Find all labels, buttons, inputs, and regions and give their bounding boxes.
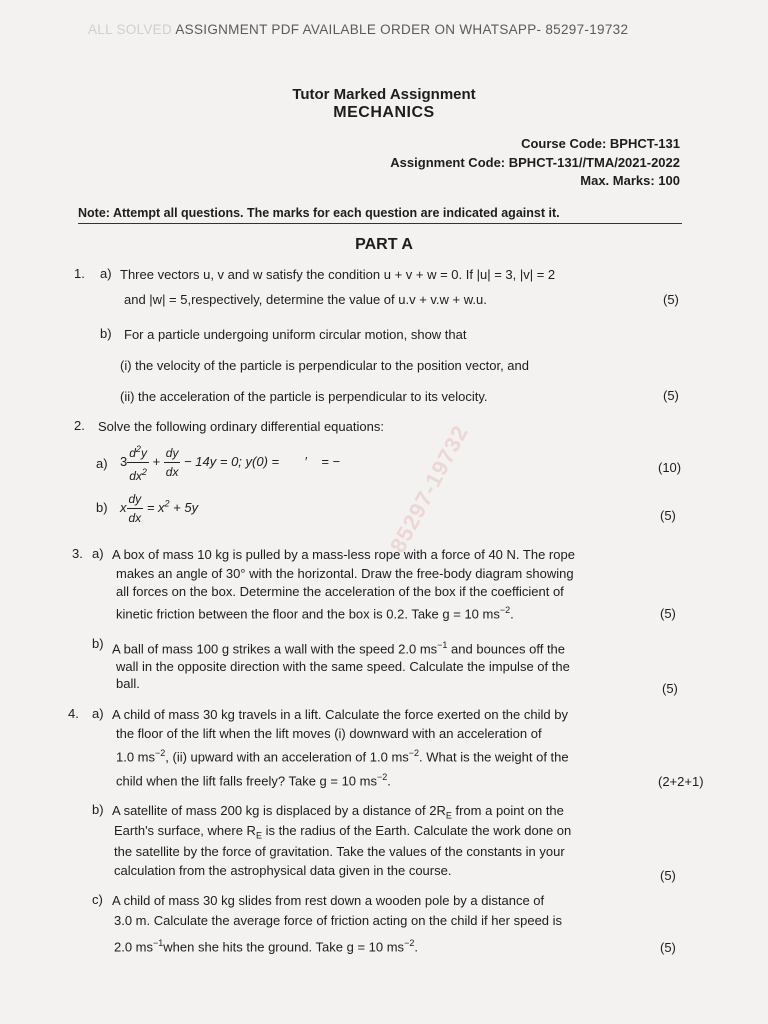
q2a-label: a): [96, 456, 108, 471]
q3a-line4-text: kinetic friction between the floor and the box is 0.2. Take g = 10 ms: [116, 606, 500, 622]
q4a-marks: (2+2+1): [658, 774, 704, 789]
q3a-marks: (5): [660, 606, 676, 621]
q4c-line3b: when she hits the ground. Take g = 10 ms: [163, 939, 405, 955]
q4a-line3c: . What is the weight of the: [419, 749, 569, 765]
q1a-line1: Three vectors u, v and w satisfy the condition u + v + w = 0. If |u| = 3, |v| = 2: [120, 267, 556, 282]
course-code: Course Code: BPHCT-131: [521, 136, 680, 151]
q1-number: 1.: [74, 266, 85, 281]
q4b-line1-end: from a point on the: [451, 803, 564, 818]
q3b-label: b): [92, 636, 104, 651]
q4b-line2: Earth's surface, where $R_E$ is the radius of the Earth. Calculate the work done on: [114, 823, 572, 841]
q3b-line1-end: and bounces off the: [447, 641, 566, 657]
q4c-label: c): [92, 892, 103, 907]
q2b-label: b): [96, 500, 108, 515]
q2a-equation: 3 $\frac{d^2y}{dx^2}$ + $\frac{dy}{dx}$ − 14y = 0; y(0) = ′ = −: [120, 440, 340, 485]
banner-text: ASSIGNMENT PDF AVAILABLE ORDER ON WHATSAPP- 85297-19732: [175, 22, 629, 37]
q3-number: 3.: [72, 546, 83, 561]
instructions-note: Note: Attempt all questions. The marks for each question are indicated against it.: [78, 206, 682, 224]
q3b-marks: (5): [662, 681, 678, 696]
q1a-marks: (5): [663, 292, 679, 307]
part-heading: PART A: [355, 236, 413, 253]
q4a-line1: A child of mass 30 kg travels in a lift. Calculate the force exerted on the child by: [112, 707, 568, 722]
q4b-label: b): [92, 802, 104, 817]
q1b-label: b): [100, 326, 112, 341]
q4c-line3a: 2.0 ms: [114, 939, 154, 955]
q4c-line3: 2.0 $ms^{-1}when$ she hits the ground. Take g = 10 $ms^{-2}$.: [114, 938, 418, 955]
q4a-line4: child when the lift falls freely? Take g = 10 $ms^{-2}$.: [116, 772, 391, 789]
whatsapp-banner: [88, 22, 728, 37]
q1b-part-i: (i) the velocity of the particle is perpendicular to the position vector, and: [120, 358, 529, 373]
q4c-marks: (5): [660, 940, 676, 955]
q3b-line2: wall in the opposite direction with the same speed. Calculate the impulse of the: [116, 659, 570, 674]
q4b-line1: A satellite of mass 200 kg is displaced by a distance of $2R_E$ from a point on the: [112, 803, 564, 821]
q4a-line3b: , (ii) upward with an acceleration of 1.0 ms: [165, 749, 409, 765]
q4a-line4-text: child when the lift falls freely? Take g = 10 ms: [116, 773, 377, 789]
q3a-line4: kinetic friction between the floor and the box is 0.2. Take g = 10 $ms^{-2}$.: [116, 605, 514, 622]
q2a-marks: (10): [658, 460, 682, 475]
q4-number: 4.: [68, 706, 79, 721]
q3a-label: a): [92, 546, 104, 561]
q3a-line3: all forces on the box. Determine the acceleration of the box if the coefficient of: [116, 584, 564, 599]
subject-title: MECHANICS: [333, 104, 435, 121]
q4a-line2: the floor of the lift when the lift moves (i) downward with an acceleration of: [116, 726, 542, 741]
q1a-label: a): [100, 266, 112, 281]
q1b-part-ii: (ii) the acceleration of the particle is perpendicular to its velocity.: [120, 389, 488, 404]
q3b-line3: ball.: [116, 676, 140, 691]
q1b-line1: For a particle undergoing uniform circular motion, show that: [124, 327, 467, 342]
banner-faded-text: ALL SOLVED: [88, 22, 173, 37]
q4a-line3: 1.0 $ms^{-2}$, (ii) upward with an acceleration of 1.0 $ms^{-2}$. What is the weight of the: [116, 748, 569, 765]
q2-number: 2.: [74, 418, 85, 433]
q4a-label: a): [92, 706, 104, 721]
diagonal-watermark: 85297-19732: [385, 420, 474, 557]
q4c-line1: A child of mass 30 kg slides from rest down a wooden pole by a distance of: [112, 893, 545, 908]
q1a-line2: and |w| = 5,respectively, determine the value of u.v + v.w + w.u.: [124, 292, 487, 307]
q4a-line3a: 1.0 ms: [116, 749, 156, 765]
assignment-code: Assignment Code: BPHCT-131//TMA/2021-2022: [390, 155, 680, 170]
q4b-line4: calculation from the astrophysical data given in the course.: [114, 863, 452, 878]
q2b-equation: x $\frac{dy}{dx}$ = $x^2 + 5y$: [120, 492, 199, 525]
q3a-line1: A box of mass 10 kg is pulled by a mass-less rope with a force of 40 N. The rope: [112, 547, 575, 562]
q3b-line1: A ball of mass 100 g strikes a wall with the speed 2.0 $ms^{-1}$ and bounces off the: [112, 640, 566, 657]
q1b-marks: (5): [663, 388, 679, 403]
q2-text: Solve the following ordinary differential equations:: [98, 419, 384, 434]
q4b-line1-text: A satellite of mass 200 kg is displaced by a distance of 2R: [112, 803, 446, 818]
q4b-line3: the satellite by the force of gravitation. Take the values of the constants in your: [114, 844, 565, 859]
q3b-line1-text: A ball of mass 100 g strikes a wall with the speed 2.0 ms: [112, 641, 438, 657]
max-marks: Max. Marks: 100: [580, 173, 680, 188]
q3a-line2: makes an angle of 30° with the horizontal. Draw the free-body diagram showing: [116, 566, 574, 581]
q2b-marks: (5): [660, 508, 676, 523]
q4b-line2-text: Earth's surface, where R: [114, 823, 256, 838]
document-title: Tutor Marked Assignment: [292, 86, 476, 103]
q4b-marks: (5): [660, 868, 676, 883]
q4b-line2-end: is the radius of the Earth. Calculate the work done on: [261, 823, 572, 838]
q4c-line2: 3.0 m. Calculate the average force of friction acting on the child if her speed is: [114, 913, 563, 928]
